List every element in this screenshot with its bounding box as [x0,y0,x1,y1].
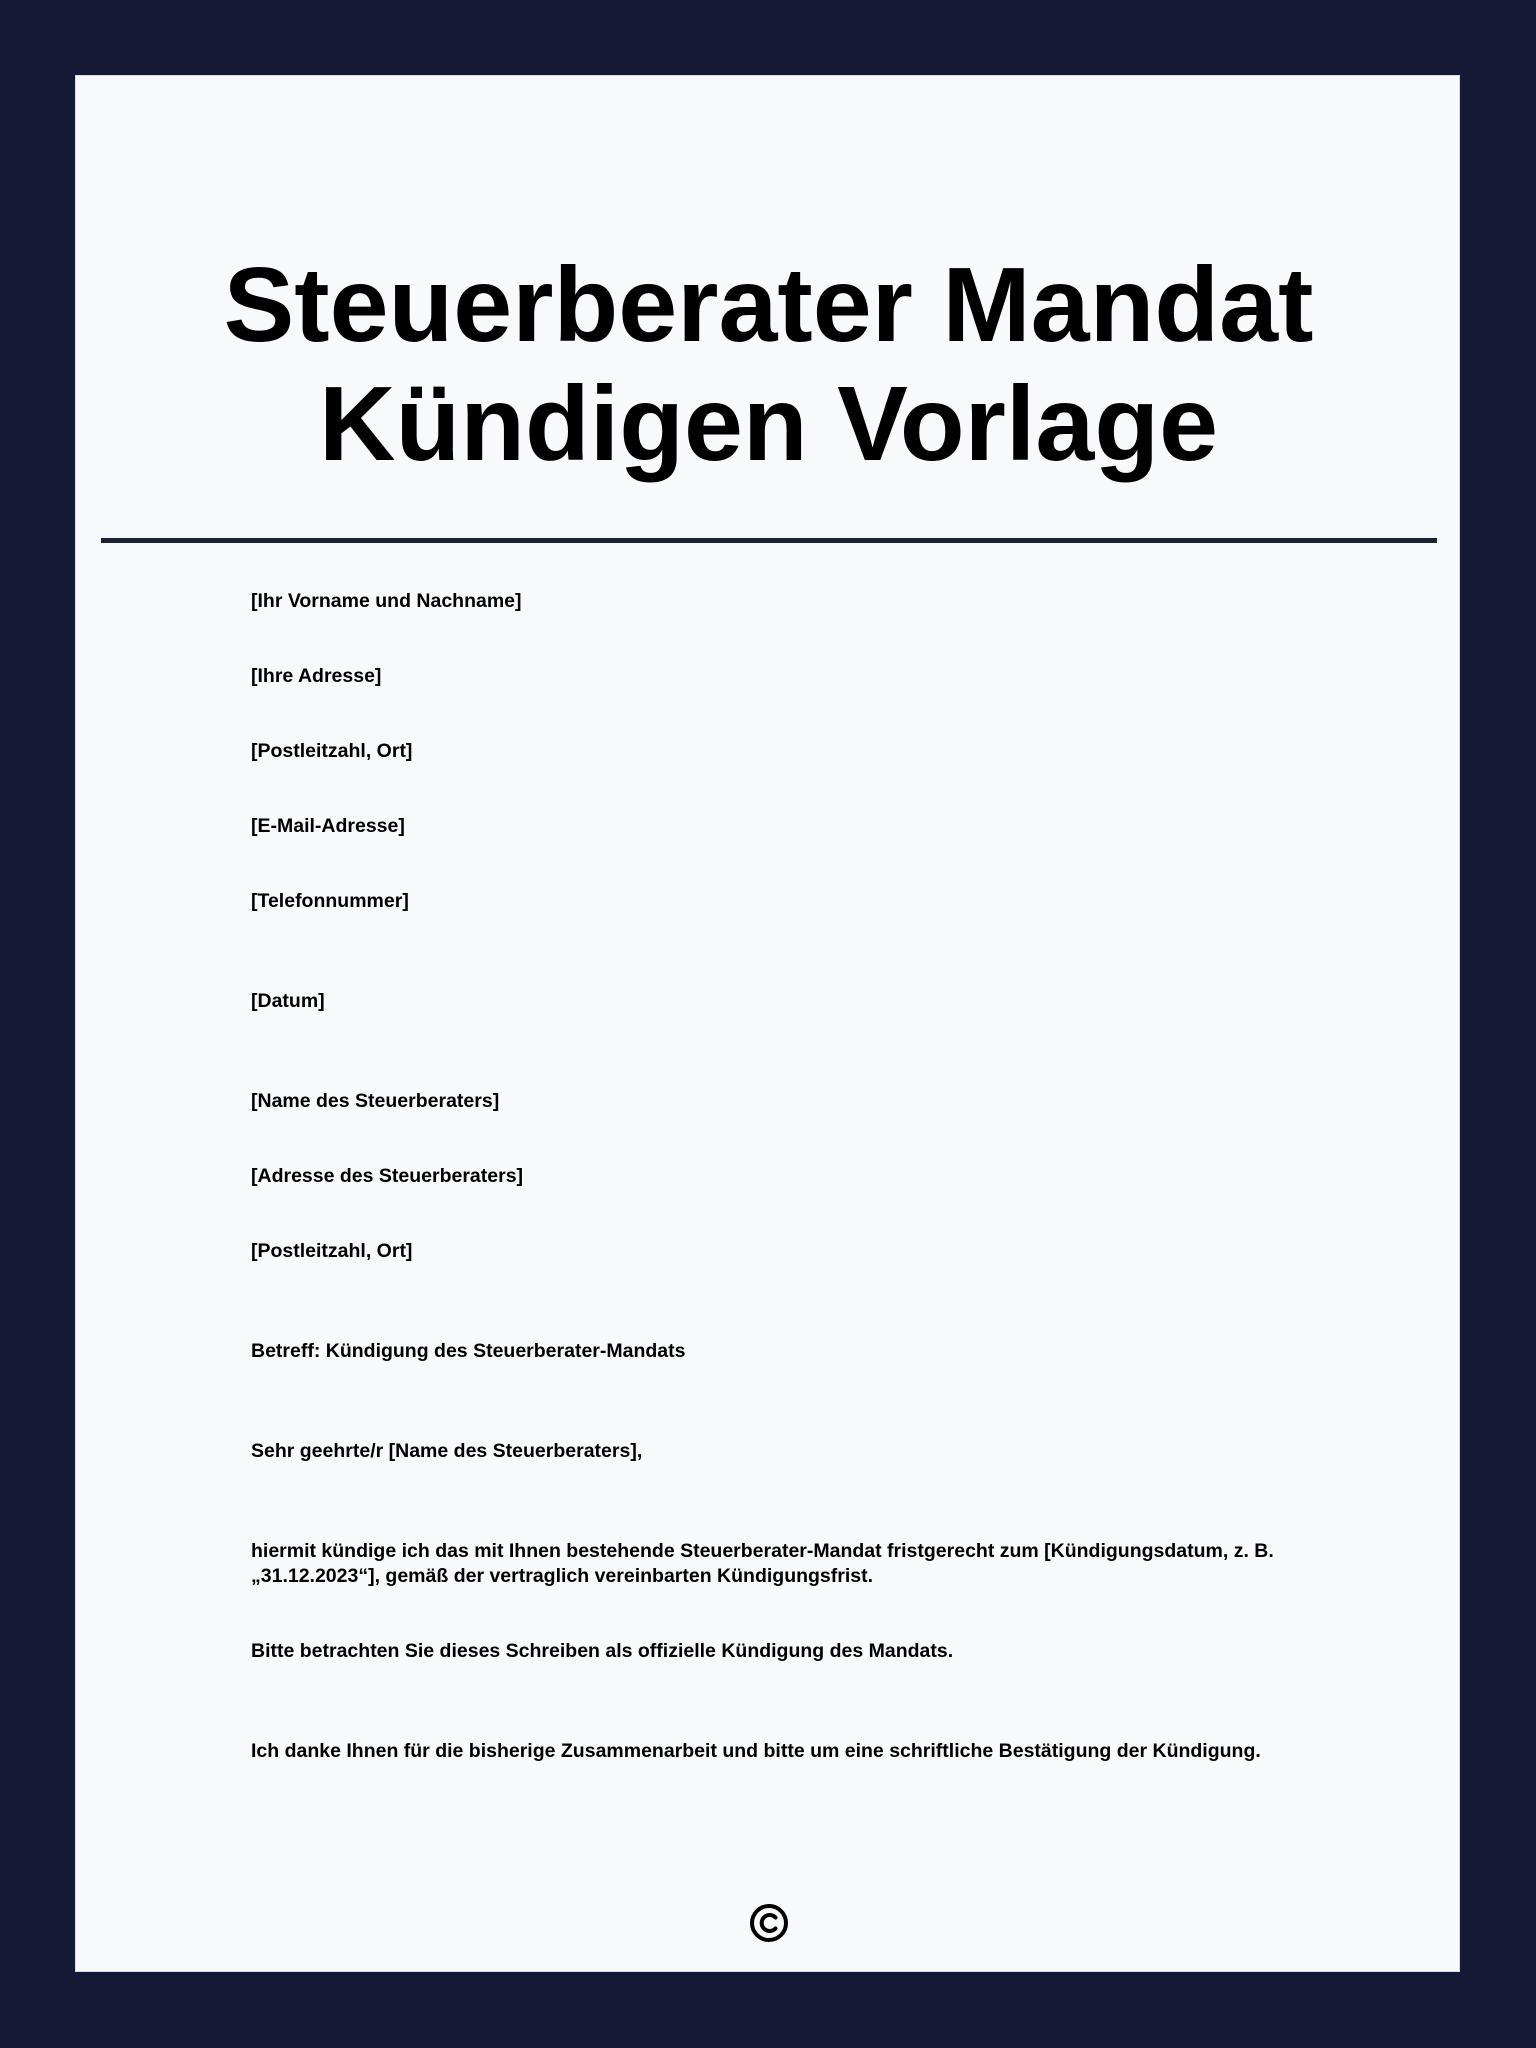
sender-phone: [Telefonnummer] [251,890,409,912]
recipient-address: [Adresse des Steuerberaters] [251,1165,524,1187]
sender-name: [Ihr Vorname und Nachname] [251,590,522,612]
sender-email: [E-Mail-Adresse] [251,815,405,837]
title-line-1: Steuerberater Mandat [223,246,1314,364]
footer-copyright [76,1902,1461,1949]
document-title [76,246,1461,484]
title-divider [101,538,1437,543]
letter-date: [Datum] [251,990,325,1012]
letter-salutation: Sehr geehrte/r [Name des Steuerberaters], [251,1440,643,1462]
body-paragraph-2: Bitte betrachten Sie dieses Schreiben als offizielle Kündigung des Mandats. [251,1640,954,1662]
body-paragraph-3: Ich danke Ihnen für die bisherige Zusammenarbeit und bitte um eine schriftliche Bestätigung der Kündigung. [251,1740,1261,1762]
recipient-name: [Name des Steuerberaters] [251,1090,500,1112]
body-paragraph-1: hiermit kündige ich das mit Ihnen bestehende Steuerberater-Mandat fristgerecht zum [Kündigungsdatum, z. B. „31.12.2023“], gemäß der vertraglich vereinbarten Kündigungsfrist. [251,1540,1274,1587]
copyright-icon [748,1902,790,1944]
sender-postal-city: [Postleitzahl, Ort] [251,740,413,762]
document-page [75,75,1460,1972]
letter-subject: Betreff: Kündigung des Steuerberater-Mandats [251,1340,686,1362]
sender-address: [Ihre Adresse] [251,665,382,687]
title-line-2: Kündigen Vorlage [318,365,1219,483]
recipient-postal-city: [Postleitzahl, Ort] [251,1240,413,1262]
